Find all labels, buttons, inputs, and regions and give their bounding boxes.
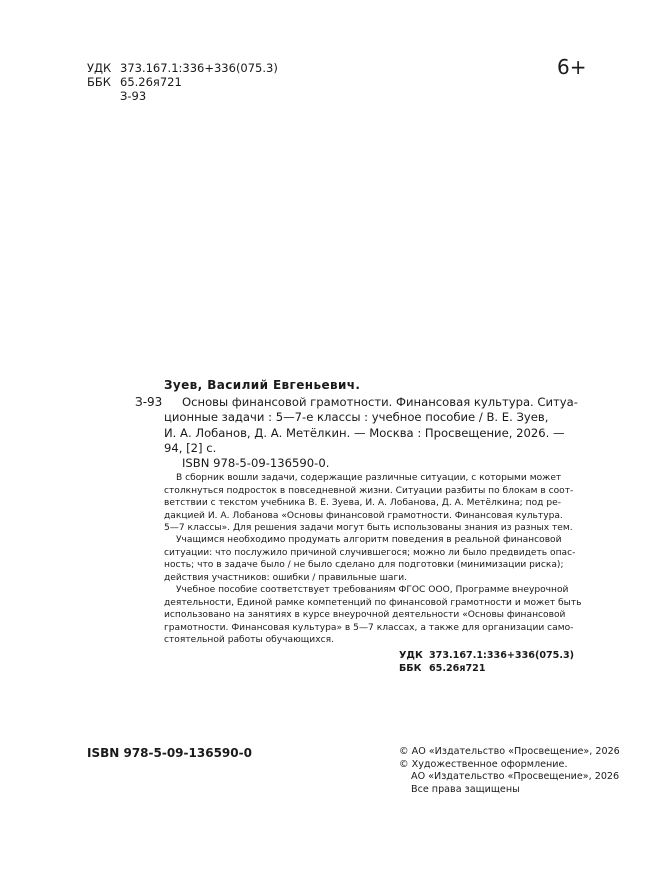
copyright-block xyxy=(399,746,620,796)
copyright-line: АО «Издательство «Просвещение», 2026 xyxy=(411,771,620,783)
bib-line: ционные задачи : 5—7-е классы : учебное пособие / В. Е. Зуев, xyxy=(164,410,549,425)
bbk-value: 65.26я721 xyxy=(120,75,182,89)
card-udk-key: УДК xyxy=(399,650,423,661)
copyright-line: Все права защищены xyxy=(411,783,520,795)
bbk-key: ББК xyxy=(87,75,111,89)
udk-key: УДК xyxy=(87,61,112,75)
annotation-line: грамотности. Финансовая культура» в 5—7 классах, а также для организации само- xyxy=(164,622,574,633)
annotation-line: 5—7 классы». Для решения задачи могут быть использованы знания из разных тем. xyxy=(164,523,573,533)
card-bbk-key: ББК xyxy=(399,663,422,674)
card-bbk xyxy=(399,663,486,676)
annotation-line: ность; что в задаче было / не было сделано для подготовки (минимизации риска); xyxy=(164,560,564,570)
copyright-line: © Художественное оформление. xyxy=(399,758,568,770)
annotation-line: действия участников: ошибки / правильные шаги. xyxy=(164,572,408,583)
card-author: Зуев, Василий Евгеньевич. xyxy=(164,378,361,392)
author-mark: З-93 xyxy=(120,89,147,103)
bib-line: И. А. Лобанов, Д. А. Метёлкин. — Москва : Просвещение, 2026. — xyxy=(164,425,565,440)
annotation-line: Учебное пособие соответствует требованиям ФГОС ООО, Программе внеурочной xyxy=(176,585,569,595)
card-code: З-93 xyxy=(135,395,163,409)
classification-bbk xyxy=(87,75,182,89)
card-udk-value: 373.167.1:336+336(075.3) xyxy=(429,650,575,661)
copyright-line: © АО «Издательство «Просвещение», 2026 xyxy=(399,746,620,757)
annotation-paragraph-2 xyxy=(164,534,576,584)
footer-isbn: ISBN 978-5-09-136590-0 xyxy=(87,746,252,760)
bib-line: 94, [2] с. xyxy=(164,440,217,455)
annotation-paragraph-3 xyxy=(164,584,582,647)
annotation-line: столкнуться подросток в повседневной жизни. Ситуации разбиты по блокам в соот- xyxy=(164,485,574,496)
udk-value: 373.167.1:336+336(075.3) xyxy=(120,61,278,75)
card-bibliographic-description xyxy=(164,395,578,456)
card-isbn: ISBN 978-5-09-136590-0. xyxy=(182,456,330,470)
classification-udk xyxy=(87,61,278,75)
annotation-line: дакцией И. А. Лобанова «Основы финансовой грамотности. Финансовая культура. xyxy=(164,510,563,521)
card-bbk-value: 65.26я721 xyxy=(429,663,486,674)
annotation-line: Учащимся необходимо продумать алгоритм поведения в реальной финансовой xyxy=(176,535,562,545)
annotation-line: использовано на занятиях в курсе внеурочной деятельности «Основы финансовой xyxy=(164,610,566,620)
bib-line: Основы финансовой грамотности. Финансовая культура. Ситуа- xyxy=(182,395,578,409)
annotation-line: В сборник вошли задачи, содержащие различные ситуации, с которыми может xyxy=(176,473,562,483)
annotation-line: деятельности, Единой рамке компетенций по финансовой грамотности и может быть xyxy=(164,597,582,608)
annotation-line: ситуации: что послужило причиной случившегося; можно ли было предвидеть опас- xyxy=(164,547,576,558)
annotation-line: ветствии с текстом учебника В. Е. Зуева, И. А. Лобанова, Д. А. Метёлкина; под ре- xyxy=(164,498,561,508)
annotation-line: стоятельной работы обучающихся. xyxy=(164,635,334,645)
annotation-paragraph-1 xyxy=(164,472,574,535)
age-rating: 6+ xyxy=(557,55,587,79)
card-udk xyxy=(399,650,574,663)
